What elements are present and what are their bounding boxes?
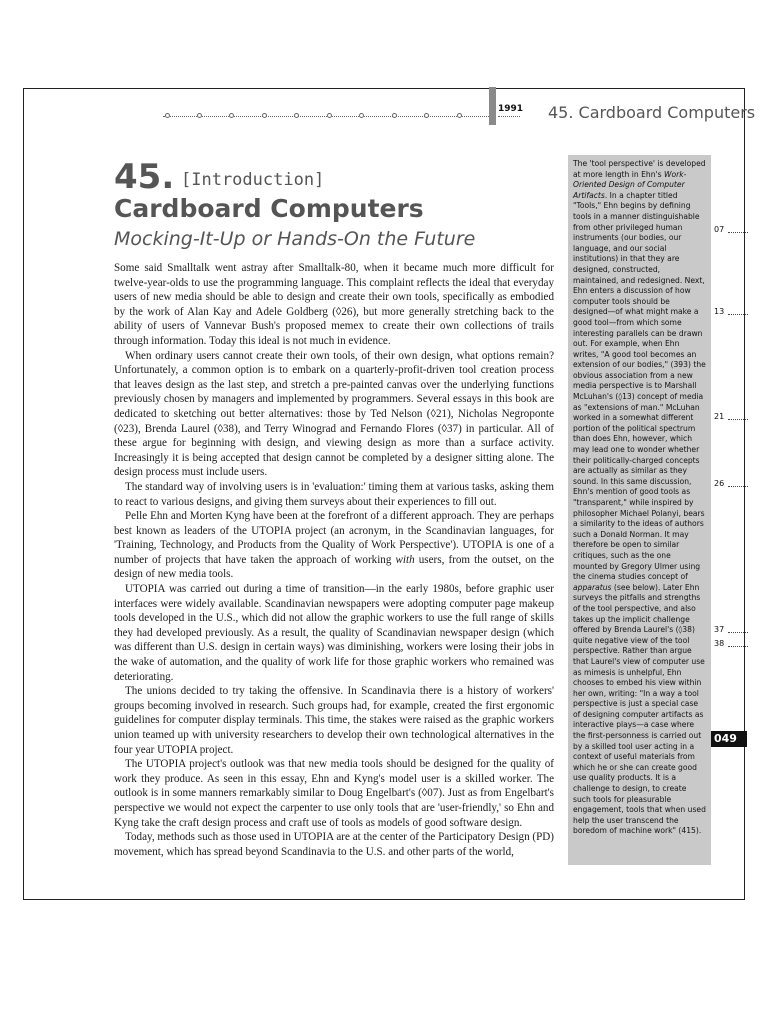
sidebar-emphasis: apparatus [573, 582, 612, 592]
timeline-year: 1991 [498, 104, 524, 114]
chapter-label: [Introduction] [181, 170, 325, 190]
paragraph: UTOPIA was carried out during a time of transition—in the early 1980s, before graphic user interfaces were widely available. Scandinavian newspapers were adopting computer page makeup tools developed in the U.S., which did not allow the graphic workers to use the full range of skills they had developed previously. As a result, the quality of Scandinavian newspaper design (which was different than U.S. design in certain ways) was diminishing, workers were losing their jobs in the wake of automation, and the quality of work life for those graphic workers who remained was deteriorating. [114, 583, 554, 683]
timeline-tick [262, 113, 267, 118]
paragraph: Today, methods such as those used in UTOPIA are at the center of the Participatory Design (PD) movement, which has spread beyond Scandinavia to the U.S. and other parts of the world, [114, 831, 554, 858]
margin-ref-13: 13 [714, 307, 725, 316]
sidebar-text: The 'tool perspective' is developed at more length in Ehn's [573, 159, 706, 179]
timeline-tick [294, 113, 299, 118]
paragraph: When ordinary users cannot create their own tools, of their own design, what options remain? Unfortunately, a common option is to embark on a quarterly-profit-driven tool creation process that leaves design as the last step, and stretch a pre-painted canvas over the underlying functions previously chosen by managers and implemented by programmers. Several essays in this book are dedicated to sketching out better alternatives: those by Ted Nelson (◊21), Nicholas Negroponte (◊23), Brenda Laurel (◊38), and Terry Winograd and Fernando Flores (◊37) in particular. All of these argue for beginning with design, and viewing design as more than a surface activity. Increasingly it is being accepted that design cannot be completed by a designer sitting alone. The design process must include users. [114, 349, 554, 479]
timeline-tick [457, 113, 462, 118]
timeline-tick [424, 113, 429, 118]
emphasis: with [395, 553, 415, 566]
timeline-marker [489, 87, 496, 125]
margin-ref-07: 07 [714, 225, 725, 234]
margin-ref-21: 21 [714, 412, 725, 421]
timeline-tick [392, 113, 397, 118]
chapter-subtitle: Mocking-It-Up or Hands-On the Future [114, 228, 476, 250]
paragraph-text: users, from the outset, on the design of new media tools. [114, 553, 554, 581]
paragraph: Some said Smalltalk went astray after Smalltalk-80, when it became much more difficult for twelve-year-olds to use the programming language. This complaint reflects the ideal that everyday users of new media should be able to design and create their own tools, specifically as embodied by the work of Alan Kay and Adele Goldberg (◊26), but more generally stretching back to the ability of users of Vannevar Bush's proposed memex to create their own collections of trails through information. Today this ideal is not much in evidence. [114, 262, 554, 347]
sidebar-emphasis: Work-Oriented Design of Computer Artifacts [573, 169, 687, 200]
timeline-tick [197, 113, 202, 118]
timeline-tick [165, 113, 170, 118]
margin-ref-37: 37 [714, 625, 725, 634]
timeline-tick [327, 113, 332, 118]
chapter-number: 45. [114, 157, 175, 197]
page-number: 049 [711, 731, 747, 747]
sidebar-text: . In a chapter titled "Tools," Ehn begins by defining tools in a manner distinguishable from other privileged human instruments (our bodies, our language, and our social institutions) in that they are designed, constructed, maintained, and redesigned. Next, Ehn enters a discussion of how computer tools should be designed—of what might make a good tool—from which some interesting parallels can be drawn out. For example, when Ehn writes, "A good tool becomes an extension of our bodies," (393) the obvious association from a new media perspective is to Marshall McLuhan's (◊13) concept of media as "extensions of man." McLuhan worked in a somewhat different portion of the political spectrum than does Ehn, however, which may lead one to wonder whether their politically-charged concepts are actually as similar as they sound. In this same discussion, Ehn's mention of good tools as "transparent," while inspired by philosopher Michael Polanyi, bears a similarity to the ideas of authors such a Donald Norman. It may therefore be open to similar critiques, such as the one mounted by Gregory Ulmer using the cinema studies concept of [573, 190, 706, 582]
paragraph: The unions decided to try taking the offensive. In Scandinavia there is a history of workers' groups becoming involved in research. Such groups had, for example, created the first ergonomic guidelines for computer display terminals. This time, the stakes were raised as the graphic workers union teamed up with university researchers to develop their own technological alternatives in the four year UTOPIA project. [114, 685, 554, 756]
paragraph [114, 509, 554, 582]
paragraph: The standard way of involving users is in 'evaluation:' timing them at various tasks, asking them to react to various designs, and giving them surveys about their experiences to fill out. [114, 480, 554, 508]
chapter-title: Cardboard Computers [114, 194, 424, 223]
margin-ref-26: 26 [714, 479, 725, 488]
timeline-year-rule [498, 116, 520, 117]
timeline-tick [359, 113, 364, 118]
sidebar-text: (see below). Later Ehn surveys the pitfalls and strengths of the tool perspective, and also takes up the implicit challenge offered by Brenda Laurel's (◊38) quite negative view of the tool perspective. Rather than argue that Laurel's view of computer use as mimesis is unhelpful, Ehn chooses to embed his view within her own, writing: "In a way a tool perspective is just a special case of designing computer artifacts as interactive plays—a case where the first-personness is carried out by a skilled tool user acting in a context of useful materials from which he or she can create good use quality products. It is a challenge to design, to create such tools for pleasurable engagement, tools that when used help the user transcend the boredom of machine work" (415). [573, 582, 706, 836]
body-text [114, 261, 554, 859]
margin-ref-38: 38 [714, 639, 725, 648]
running-title: 45. Cardboard Computers [548, 103, 756, 122]
paragraph-text: Pelle Ehn and Morten Kyng have been at the forefront of a different approach. They are perhaps best known as leaders of the UTOPIA project (an acronym, in the Scandinavian languages, for 'Training, Technology, and Products from the Quality of Work Perspective'). UTOPIA is one of a number of projects that have taken the approach of working [114, 510, 554, 566]
timeline-tick [229, 113, 234, 118]
paragraph: The UTOPIA project's outlook was that new media tools should be designed for the quality of work they produce. As seen in this essay, Ehn and Kyng's model user is a skilled worker. The outlook is in some manners remarkably similar to Doug Engelbart's (◊07). Just as from Engelbart's perspective we would not expect the carpenter to use only tools that are 'user-friendly,' so Ehn and Kyng take the craft design process and craft use of tools as models of good software design. [114, 758, 554, 829]
sidebar-note [568, 155, 711, 865]
